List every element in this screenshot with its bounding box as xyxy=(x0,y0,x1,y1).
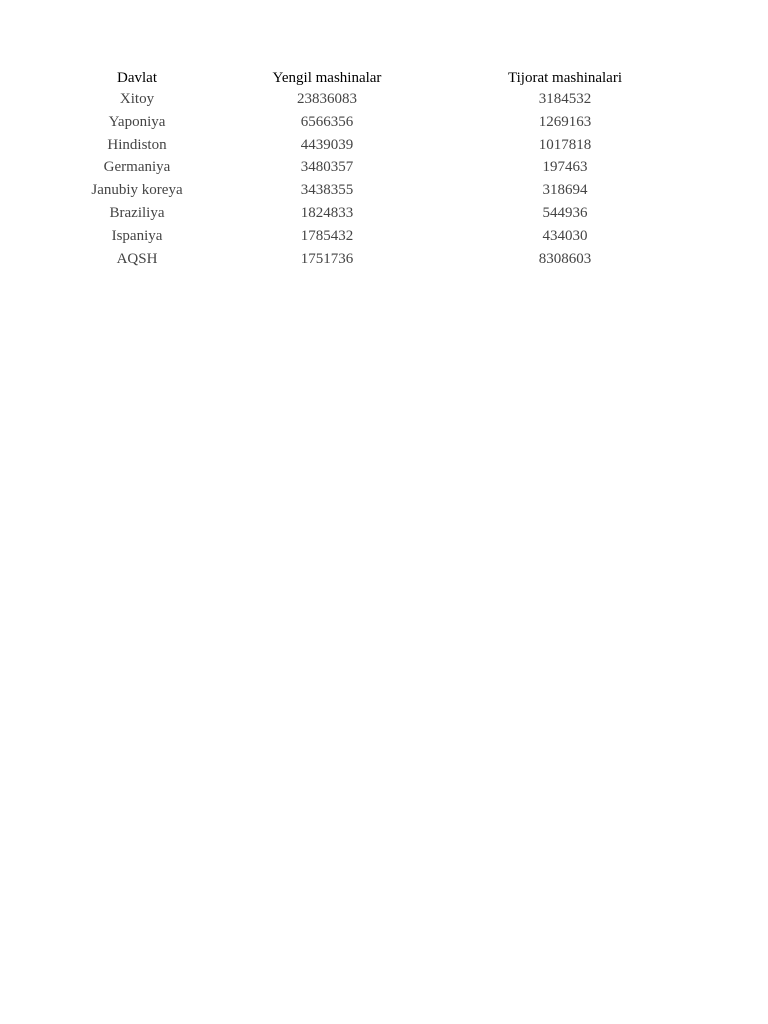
header-yengil-mashinalar: Yengil mashinalar xyxy=(272,70,382,86)
table-row xyxy=(60,88,690,111)
passenger-cars-cell: 1785432 xyxy=(300,227,354,244)
country-cell: Ispaniya xyxy=(111,227,163,244)
table-row xyxy=(60,179,690,202)
table-header-row xyxy=(60,69,690,88)
commercial-vehicles-cell: 197463 xyxy=(542,159,588,176)
country-cell: Germaniya xyxy=(103,159,171,176)
country-cell: Janubiy koreya xyxy=(91,182,183,199)
commercial-vehicles-cell: 434030 xyxy=(542,227,588,244)
production-table xyxy=(60,69,690,270)
table-row xyxy=(60,111,690,134)
commercial-vehicles-cell: 318694 xyxy=(542,182,588,199)
passenger-cars-cell: 4439039 xyxy=(300,136,354,153)
country-cell: AQSH xyxy=(116,250,158,267)
header-tijorat-mashinalari: Tijorat mashinalari xyxy=(507,70,623,86)
table-row xyxy=(60,248,690,271)
passenger-cars-cell: 3480357 xyxy=(300,159,354,176)
passenger-cars-cell: 3438355 xyxy=(300,182,354,199)
country-cell: Yaponiya xyxy=(108,113,166,130)
table-row xyxy=(60,156,690,179)
commercial-vehicles-cell: 8308603 xyxy=(538,250,592,267)
passenger-cars-cell: 1751736 xyxy=(300,250,354,267)
country-cell: Braziliya xyxy=(109,204,165,221)
table-row xyxy=(60,134,690,157)
commercial-vehicles-cell: 3184532 xyxy=(538,91,592,107)
country-cell: Xitoy xyxy=(119,91,155,107)
table-row xyxy=(60,202,690,225)
commercial-vehicles-cell: 544936 xyxy=(542,204,588,221)
commercial-vehicles-cell: 1017818 xyxy=(538,136,592,153)
country-cell: Hindiston xyxy=(107,136,167,153)
header-davlat: Davlat xyxy=(117,70,157,86)
passenger-cars-cell: 6566356 xyxy=(300,113,354,130)
table-row xyxy=(60,225,690,248)
passenger-cars-cell: 1824833 xyxy=(300,204,354,221)
commercial-vehicles-cell: 1269163 xyxy=(538,113,592,130)
passenger-cars-cell: 23836083 xyxy=(297,91,357,107)
